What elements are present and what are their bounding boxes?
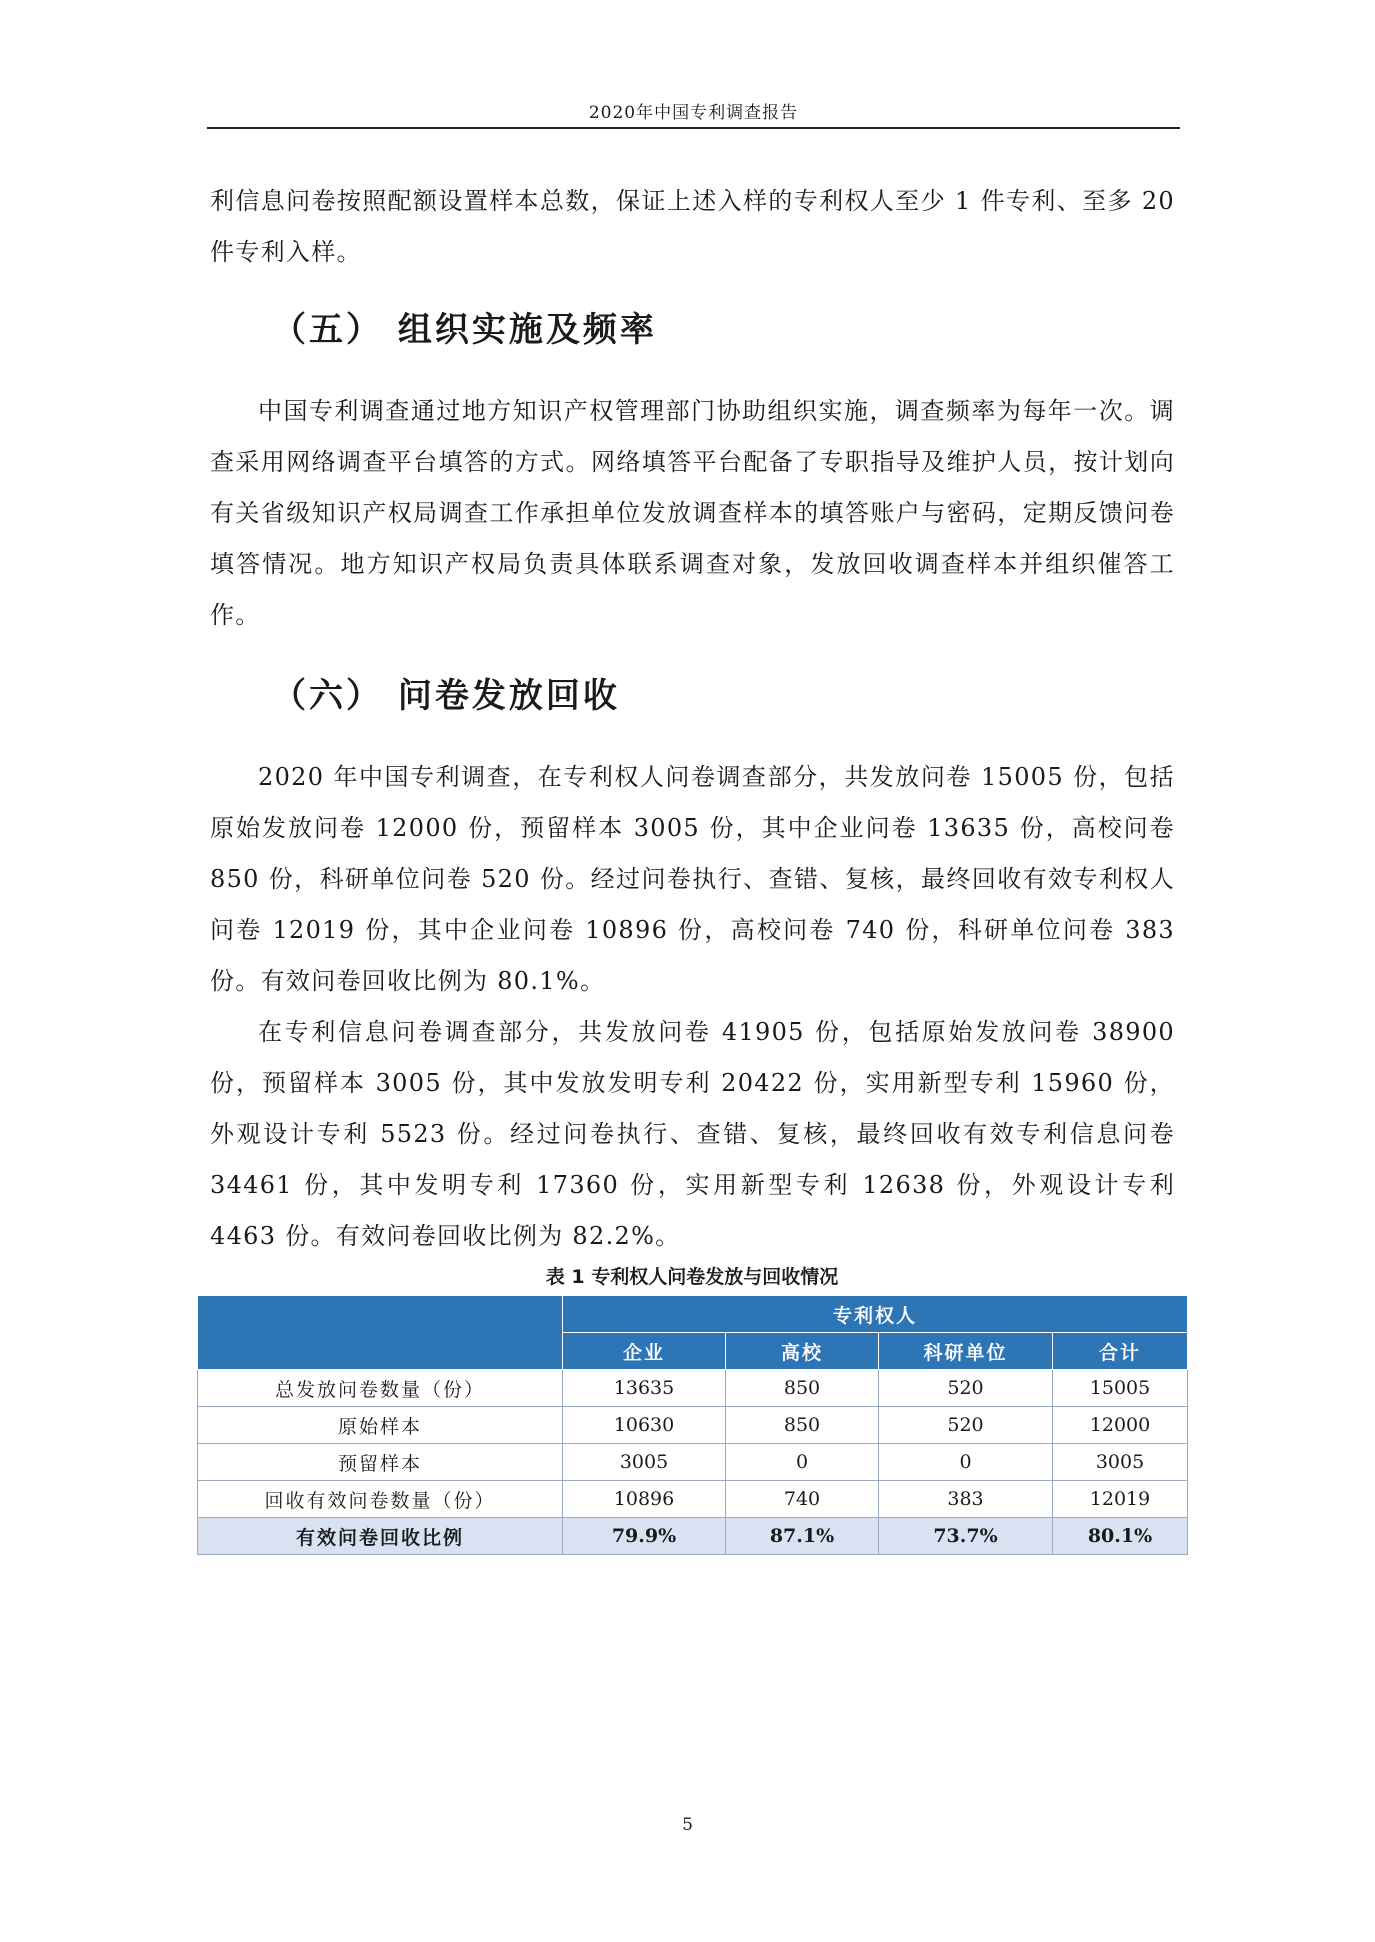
table-cell: 520: [879, 1370, 1053, 1407]
row-label: 回收有效问卷数量（份）: [198, 1481, 563, 1518]
paragraph-patent-info-survey: 在专利信息问卷调查部分，共发放问卷 41905 份，包括原始发放问卷 38900 份，预留样本 3005 份，其中发放发明专利 20422 份，实用新型专利 15960 份，外观设计专利 5523 份。经过问卷执行、查错、复核，最终回收有效专利信息问卷 34461 份，其中发明专利 17360 份，实用新型专利 12638 份，外观设计专利 4463 份。有效问卷回收比例为 82.2%。: [210, 1018, 1175, 1250]
section-heading-5: （五） 组织实施及频率: [272, 310, 657, 350]
table-cell: 520: [879, 1407, 1053, 1444]
table-cell: 79.9%: [563, 1518, 726, 1555]
paragraph-patentee-survey: 2020 年中国专利调查，在专利权人问卷调查部分，共发放问卷 15005 份，包括原始发放问卷 12000 份，预留样本 3005 份，其中企业问卷 13635 份，高校问卷 850 份，科研单位问卷 520 份。经过问卷执行、查错、复核，最终回收有效专利权人问卷 12019 份，其中企业问卷 10896 份，高校问卷 740 份，科研单位问卷 383 份。有效问卷回收比例为 80.1%。: [210, 763, 1175, 995]
paragraph-continuation: 利信息问卷按照配额设置样本总数，保证上述入样的专利权人至少 1 件专利、至多 20 件专利入样。: [210, 187, 1175, 266]
row-label: 有效问卷回收比例: [198, 1518, 563, 1555]
paragraph-implementation: 中国专利调查通过地方知识产权管理部门协助组织实施，调查频率为每年一次。调查采用网络调查平台填答的方式。网络填答平台配备了专职指导及维护人员，按计划向有关省级知识产权局调查工作承担单位发放调查样本的填答账户与密码，定期反馈问卷填答情况。地方知识产权局负责具体联系调查对象，发放回收调查样本并组织催答工作。: [210, 397, 1175, 629]
table-cell: 10896: [563, 1481, 726, 1518]
table-cell: 12000: [1053, 1407, 1188, 1444]
table-cell: 0: [726, 1444, 879, 1481]
table-caption: 表 1 专利权人问卷发放与回收情况: [545, 1266, 839, 1288]
row-label: 预留样本: [198, 1444, 563, 1481]
table-cell: 383: [879, 1481, 1053, 1518]
summary-row: [198, 1518, 1188, 1555]
table-corner-cell: [198, 1296, 563, 1370]
row-label: 原始样本: [198, 1407, 563, 1444]
table-cell: 15005: [1053, 1370, 1188, 1407]
table-cell: 850: [726, 1370, 879, 1407]
column-header: 高校: [726, 1333, 879, 1370]
table-group-header: 专利权人: [563, 1296, 1188, 1333]
page-header: 2020年中国专利调查报告: [588, 103, 799, 123]
table-cell: 87.1%: [726, 1518, 879, 1555]
page-number: 5: [682, 1815, 693, 1835]
section-heading-6: （六） 问卷发放回收: [272, 676, 620, 716]
table-cell: 13635: [563, 1370, 726, 1407]
row-label: 总发放问卷数量（份）: [198, 1370, 563, 1407]
table-cell: 3005: [563, 1444, 726, 1481]
table-cell: 3005: [1053, 1444, 1188, 1481]
table-cell: 850: [726, 1407, 879, 1444]
table-cell: 10630: [563, 1407, 726, 1444]
survey-table: [197, 1295, 1188, 1555]
column-header: 科研单位: [879, 1333, 1053, 1370]
header-divider: [207, 127, 1180, 129]
column-header: 企业: [563, 1333, 726, 1370]
table-cell: 0: [879, 1444, 1053, 1481]
table-cell: 740: [726, 1481, 879, 1518]
table-cell: 12019: [1053, 1481, 1188, 1518]
table-cell: 73.7%: [879, 1518, 1053, 1555]
column-header: 合计: [1053, 1333, 1188, 1370]
table-row: [198, 1407, 1188, 1444]
table-row: [198, 1370, 1188, 1407]
table-row: [198, 1444, 1188, 1481]
table-cell: 80.1%: [1053, 1518, 1188, 1555]
table-row: [198, 1481, 1188, 1518]
